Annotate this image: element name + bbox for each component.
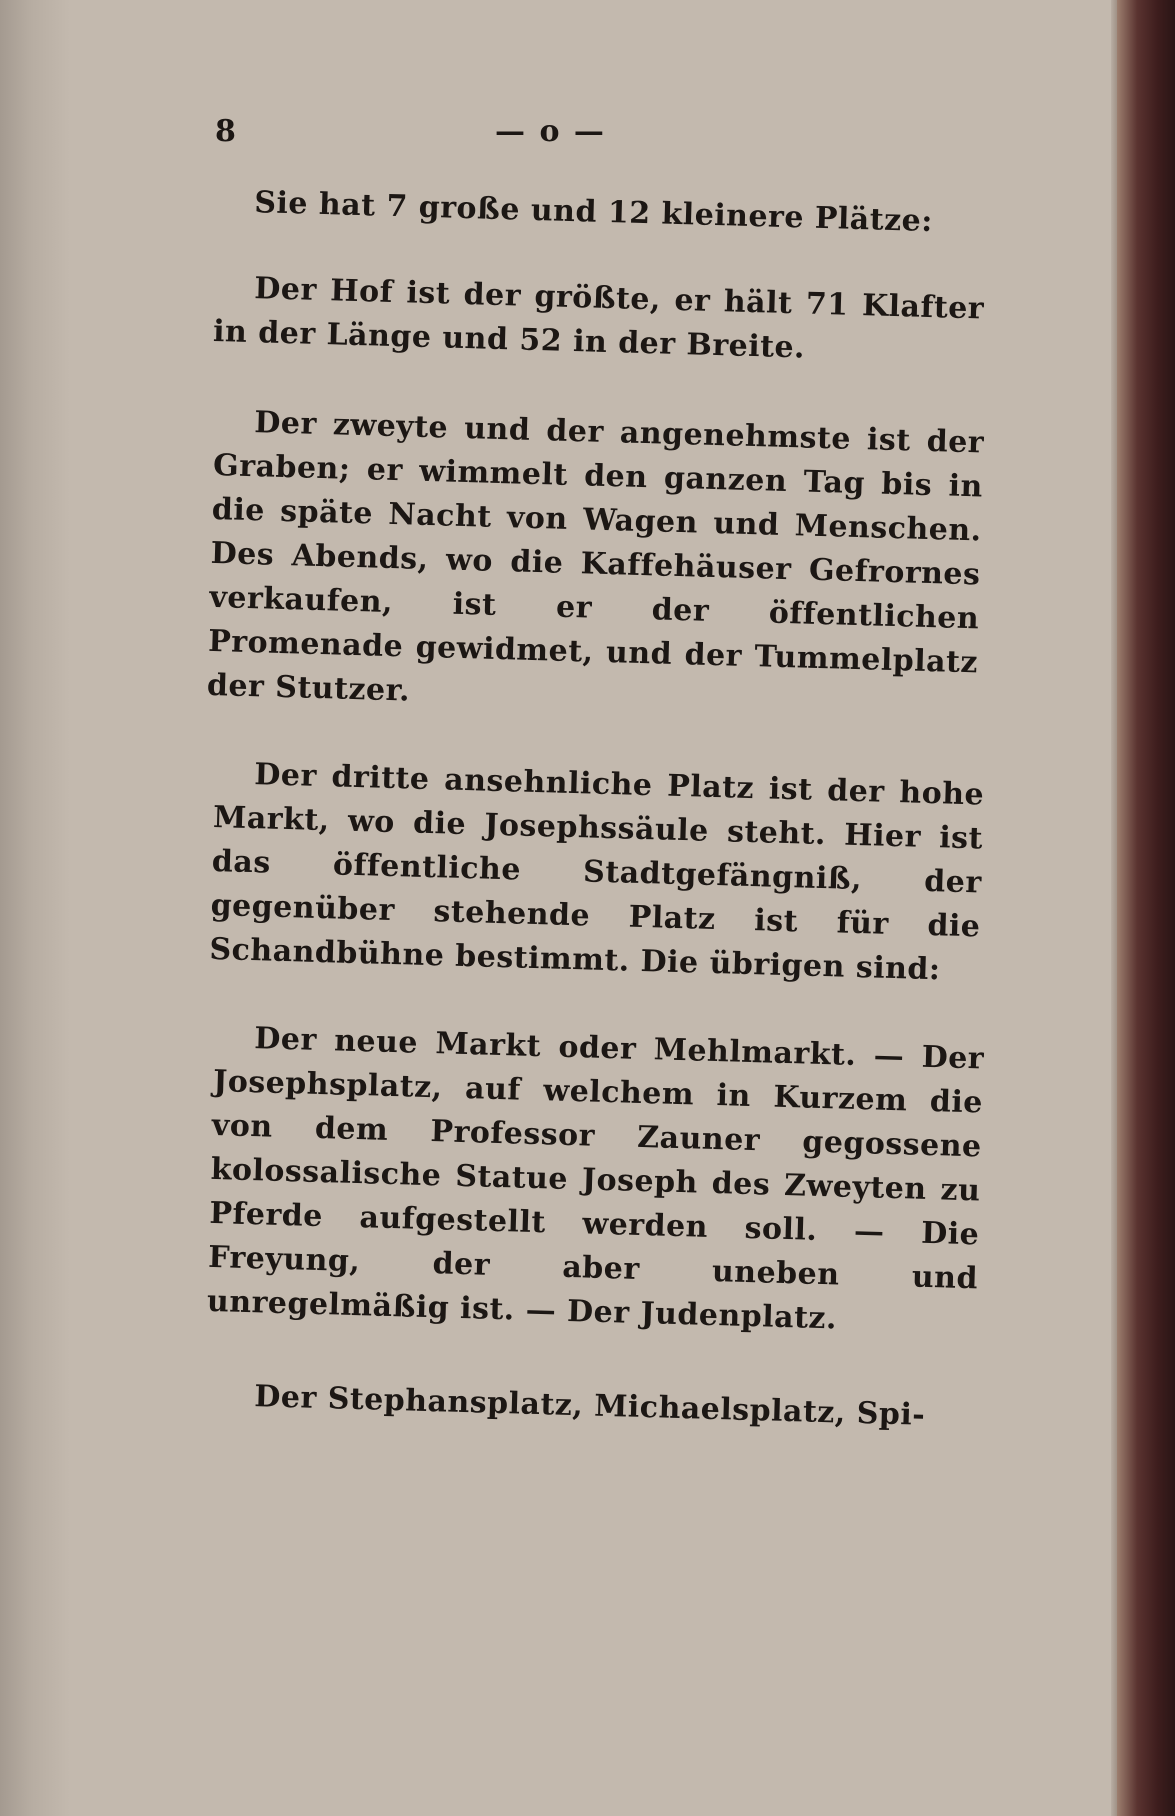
head-ornament: — o — — [495, 114, 606, 149]
page-text-block — [206, 110, 985, 1433]
paragraph-continuation: Der Stephansplatz, Michaelsplatz, Spi- — [253, 1379, 926, 1433]
paragraph-hoher-markt: Der dritte ansehnliche Platz ist der hohe Markt, wo die Josephssäule steht. Hier ist das öffentliche Stadtgefängniß, der gegenüber stehende Platz ist für die Schandbühne bestimmt. Die übrigen sind: — [208, 757, 985, 988]
paragraph-graben: Der zweyte und der angenehmste ist der Graben; er wimmelt den ganzen Tag bis in die späte Nacht von Wagen und Menschen. Des Abends, wo die Kaffehäuser Gefrornes verkaufen, ist er der öffentlichen Promenade gewidmet, und der Tummelplatz der Stutzer. — [206, 405, 985, 709]
page-number: 8 — [215, 114, 236, 149]
paragraph-other-squares: Der neue Markt oder Mehlmarkt. — Der Josephsplatz, auf welchem in Kurzem die von dem Professor Zauner gegossene kolossalische Statue Joseph des Zweyten zu Pferde aufgestellt werden soll. — Die Freyung, der aber uneben und unregelmäßig ist. — Der Judenplatz. — [206, 1021, 985, 1337]
paragraph-hof: Der Hof ist der größte, er hält 71 Klafter in der Länge und 52 in der Breite. — [212, 271, 985, 366]
paragraph-squares-count: Sie hat 7 große und 12 kleinere Plätze: — [253, 185, 934, 240]
book-cover-edge — [1117, 0, 1175, 1816]
running-head — [215, 110, 985, 158]
spine-shadow — [0, 0, 70, 1816]
